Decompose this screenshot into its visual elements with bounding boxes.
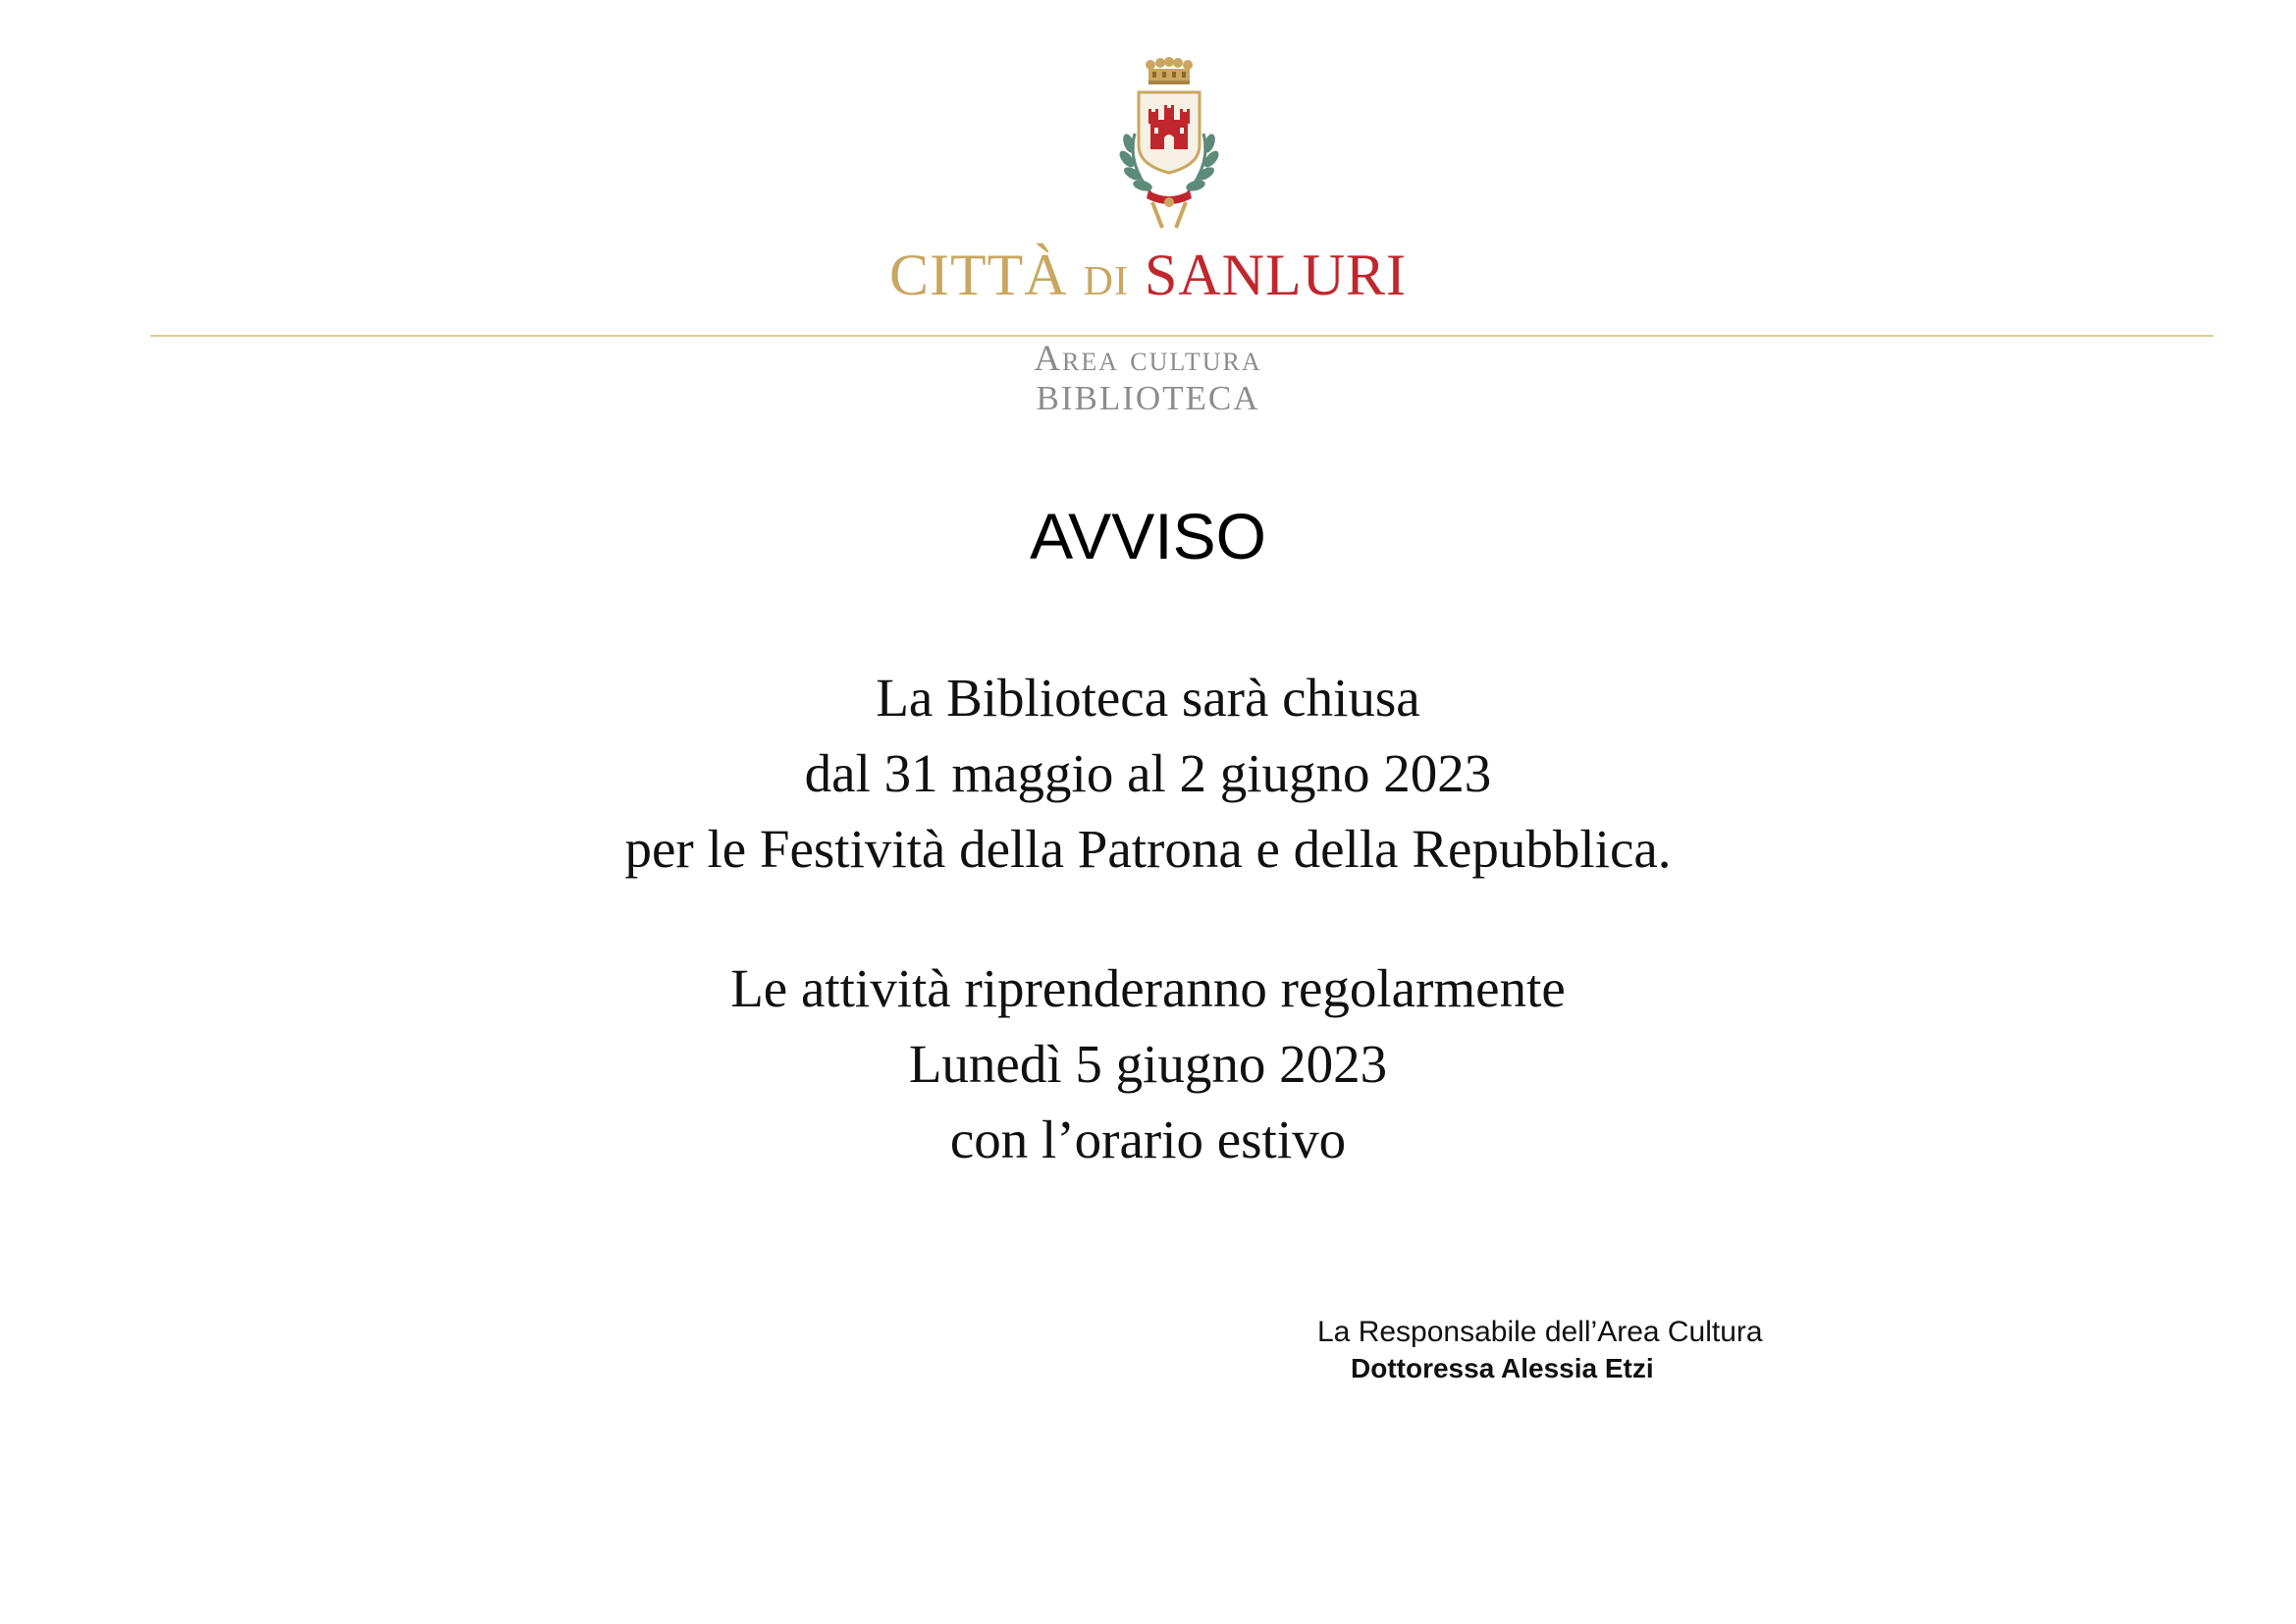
signature-role: La Responsabile dell’Area Cultura bbox=[1317, 1316, 1763, 1348]
closure-paragraph bbox=[0, 660, 2296, 887]
brand-citta: CITTÀ bbox=[889, 243, 1068, 307]
header-divider bbox=[150, 335, 2214, 337]
office-name: BIBLIOTECA bbox=[1036, 379, 1260, 417]
crown-icon bbox=[1146, 57, 1193, 84]
sanluri-coat-of-arms-icon bbox=[1105, 55, 1233, 242]
shield-icon bbox=[1139, 92, 1200, 173]
city-brand bbox=[0, 244, 2296, 313]
department-block bbox=[0, 340, 2296, 418]
reopening-paragraph bbox=[0, 950, 2296, 1177]
closure-line: dal 31 maggio al 2 giugno 2023 bbox=[804, 743, 1492, 803]
ribbon-icon bbox=[1147, 190, 1192, 228]
closure-line: per le Festività della Patrona e della Repubblica. bbox=[624, 819, 1672, 879]
signature-name: Dottoressa Alessia Etzi bbox=[1351, 1353, 1654, 1383]
reopening-line: con l’orario estivo bbox=[949, 1110, 1347, 1169]
brand-di: DI bbox=[1083, 259, 1129, 304]
reopening-line: Lunedì 5 giugno 2023 bbox=[908, 1034, 1388, 1094]
brand-sanluri: SANLURI bbox=[1144, 243, 1407, 307]
reopening-line: Le attività riprenderanno regolarmente bbox=[730, 958, 1566, 1018]
closure-line: La Biblioteca sarà chiusa bbox=[876, 668, 1420, 728]
notice-title: AVVISO bbox=[1030, 500, 1266, 572]
department-name: Area cultura bbox=[1034, 339, 1262, 379]
